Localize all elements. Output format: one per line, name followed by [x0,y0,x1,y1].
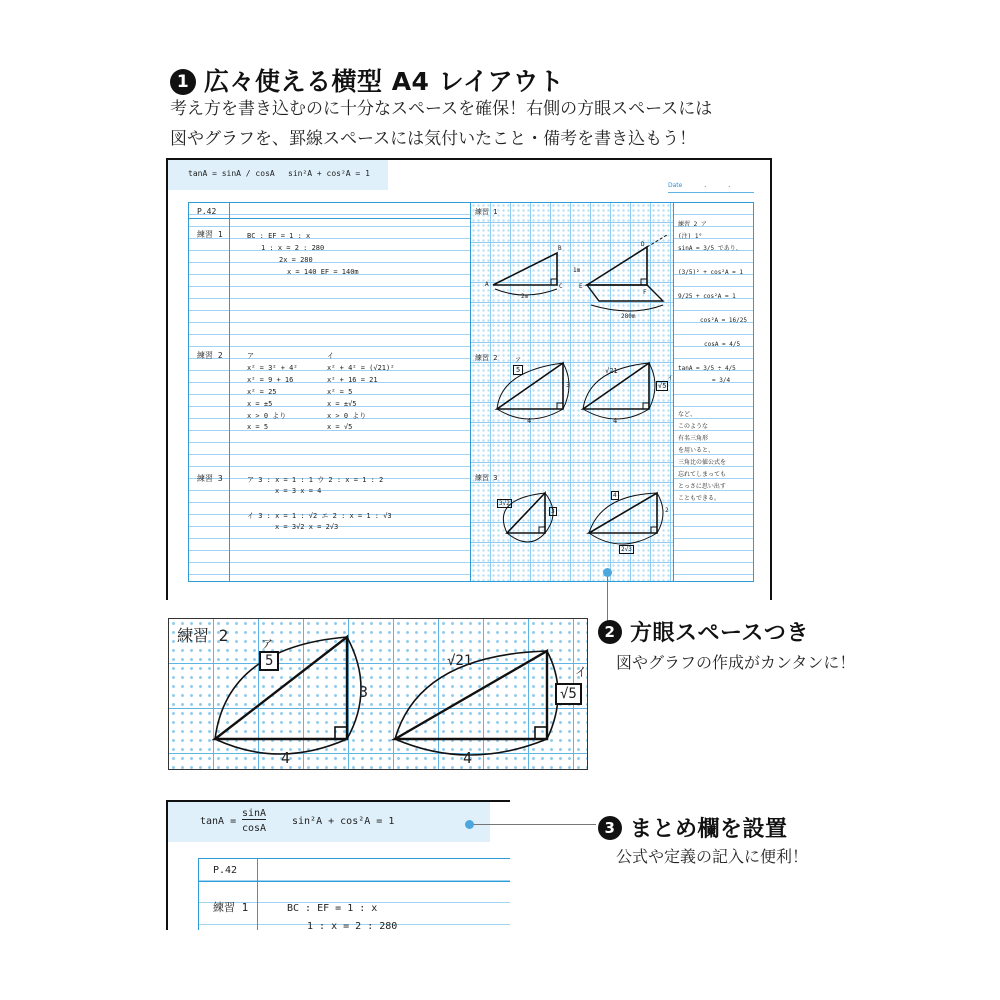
zoom2-3: 3 [359,683,369,701]
zoom3-line-1: BC : EF = 1 : x [287,903,378,914]
grid-ex2-5: 5 [513,365,523,375]
zoom3-tan-left: tanA = [200,816,237,827]
note-2-6: とっさに思い出す [678,483,726,490]
grid-ex1-b: B [558,245,562,252]
ex1-line-1: BC : EF = 1 : x [247,232,311,240]
ex1-shadow [587,285,663,301]
note-2-7: こともできる。 [678,495,721,502]
section3-desc: 公式や定義の記入に便利！ [616,847,809,866]
grid-ex2-i: イ [667,375,674,382]
section2-title: 方眼スペースつき [630,621,809,646]
note-2-5: 忘れてしまっても [678,471,727,478]
date-field[interactable] [668,182,754,193]
ex3-line-4: x = 3√2 x = 2√3 [275,523,339,531]
zoom2-r21: √21 [447,653,473,669]
section1-desc-line2: 図やグラフを、罫線スペースには気付いたこと・備考を書き込もう！ [170,129,697,149]
grid-ex3-3r2: 3√2 [499,500,510,507]
ex2-a-5: x > 0 より [247,411,287,420]
grid-ex2-4b: 4 [613,417,618,425]
summary-band [168,160,388,190]
section2-heading [598,616,809,647]
grid-ex2-label: 練習 2 [475,354,498,362]
ex3-arc-b2 [589,493,663,544]
zoom3-line-2: 1 : x = 2 : 280 [307,921,398,930]
ex3-line-3: イ 3 : x = 1 : √2 エ 2 : x = 1 : √3 [247,512,392,520]
summary-formula-2: sin²A + cos²A = 1 [288,169,370,178]
zoom2-label: 練習 2 [177,626,229,645]
zoom2-i: イ [575,665,588,679]
note-2-2: 有名三角形 [678,435,709,442]
zoom3-margin-line [257,859,258,930]
ex3-line-2: x = 3 x = 4 [275,487,322,495]
note-1-0: 練習 2 ア [678,221,707,228]
ex2-b-2: x² + 16 = 21 [327,375,378,384]
ex1-right-angle-1 [551,279,557,285]
ex1-label: 練習 1 [197,230,223,239]
ex1-triangle-def [587,247,647,285]
section1-heading [170,62,564,98]
grid-ex2-4a: 4 [527,417,532,425]
ruled-area [188,202,470,582]
note-1-1: (注) 1° [678,233,703,240]
grid-ex3-4: 4 [613,492,617,499]
section3-heading [598,812,788,843]
grid-ex1-a: A [485,281,489,288]
ex2-label: 練習 2 [197,351,223,360]
note-1-2: sinA = 3/5 であり、 [678,245,742,252]
zoom2-figures [169,619,589,771]
notes-block-2 [678,409,726,505]
page-number-rule [189,218,470,219]
ex3-line-1: ア 3 : x = 1 : 1 ウ 2 : x = 1 : 2 [247,476,384,484]
section1-number: 1 [170,69,196,95]
grid-figures [471,203,675,583]
grid-ex1-1m: 1m [573,267,581,274]
grid-ex2-r5: √5 [658,382,667,390]
grid-area [470,202,674,582]
ex2-a-2: x² = 9 + 16 [247,375,294,384]
ex2-col-a [247,351,298,434]
section2-desc: 図やグラフの作成がカンタンに！ [616,653,856,672]
section1-title: 広々使える横型 A4 レイアウト [204,67,565,96]
ex1-right-angle-2 [641,279,647,285]
ex1-brace-280m [591,305,663,311]
ex3-right-angle-b [651,527,657,533]
ex2-col-b [327,351,394,434]
grid-ex3-2: 2 [665,507,669,514]
ex1-line-2: 1 : x = 2 : 280 [261,244,325,252]
grid-ex2-a: ア [515,357,522,364]
zoom2-right-angle-a [335,727,347,739]
ex2-b-1: x² + 4² = (√21)² [327,363,395,372]
ex2-a-3: x² = 25 [247,387,277,396]
zoom2-a: ア [261,637,274,651]
zoom2-right-angle-b [535,727,547,739]
note-1-3: (3/5)² + cos²A = 1 [678,269,744,276]
grid-ex3-2r3: 2√3 [621,546,632,553]
note-1-4: 9/25 + cos²A = 1 [678,293,736,300]
grid-ex1-d: D [641,241,645,248]
zoom2-4b: 4 [463,749,473,767]
grid-ex1-e: E [579,283,583,290]
leader-line-3 [470,824,596,825]
note-2-0: など、 [678,411,697,418]
ex2-a-1: x² = 3² + 4² [247,363,298,372]
date-sep-1: . [704,180,707,189]
zoom2-arc-legs-a [215,637,361,754]
zoom3-page-rule [199,881,510,882]
leader-dot-3 [465,820,474,829]
section3-number: 3 [598,816,622,840]
zoom3-ex1-label: 練習 1 [213,901,249,914]
section1-desc-line1: 考え方を書き込むのに十分なスペースを確保！右側の方眼スペースには [170,99,713,119]
notebook-page [166,158,772,600]
grid-ex3-3: 3 [551,508,555,515]
grid-ex1-c: C [559,283,563,290]
zoom3-frac-num: sinA [242,808,267,819]
grid-ex1-f: F [643,289,647,296]
ex2-right-angle-b [643,403,649,409]
ex2-a-4: x = ±5 [247,399,273,408]
note-1-5: cos²A = 16/25 [700,317,747,324]
ex2-b-0: イ [327,352,334,360]
note-2-3: を用いると、 [678,447,715,454]
ex1-line-3: 2x = 280 [279,256,313,264]
zoom-grid-panel [168,618,588,770]
ex1-sun-ray [647,235,667,247]
ex2-b-3: x² = 5 [327,387,353,396]
ex3-right-angle-a [539,527,545,533]
ex2-b-6: x = √5 [327,423,353,432]
note-2-4: 三角比の値公式を [678,459,727,466]
notes-block-1 [678,219,747,387]
ex2-b-5: x > 0 より [327,411,367,420]
zoom3-formula-2: sin²A + cos²A = 1 [292,816,395,827]
ruled-margin-line [229,203,230,581]
grid-ex1-2m: 2m [521,293,529,300]
notes-area [674,202,754,582]
ex2-arc-legs-b [583,363,655,419]
page-number: P.42 [197,207,217,216]
zoom3-page: P.42 [213,865,238,876]
zoom3-summary-band [168,802,490,842]
date-label: Date [668,182,683,189]
grid-ex2-3: 3 [566,381,571,389]
ex2-a-6: x = 5 [247,423,269,432]
summary-formula-1: tanA = sinA / cosA [188,169,275,178]
section3-title: まとめ欄を設置 [630,817,788,842]
ex3-arc-a2 [507,493,553,542]
ex2-b-4: x = ±√5 [327,399,357,408]
grid-ex1-280m: 280m [621,313,636,320]
ex2-right-angle-a [557,403,563,409]
section2-number: 2 [598,620,622,644]
note-1-7: tanA = 3/5 ÷ 4/5 [678,365,736,372]
ex3-label: 練習 3 [197,474,223,483]
grid-ex1-label: 練習 1 [475,208,498,216]
note-2-1: このような [678,423,709,430]
zoom3-ruled [198,858,510,930]
zoom3-frac-den: cosA [242,823,267,834]
date-sep-2: . [728,180,731,189]
leader-dot-2 [603,568,612,577]
grid-ex2-r21: √21 [605,367,618,375]
ex2-arc-legs-a [497,363,569,419]
note-1-6: cosA = 4/5 [704,341,741,348]
ex1-line-4: x = 140 EF = 140m [287,268,359,276]
note-1-8: = 3/4 [712,377,731,384]
grid-ex3-label: 練習 3 [475,474,498,482]
zoom2-4a: 4 [281,749,291,767]
zoom2-box5: 5 [259,651,279,671]
ex2-a-0: ア [247,352,254,360]
zoom-summary-panel [166,800,510,930]
ex1-triangle-abc [493,253,557,285]
zoom2-r5: √5 [555,683,582,705]
